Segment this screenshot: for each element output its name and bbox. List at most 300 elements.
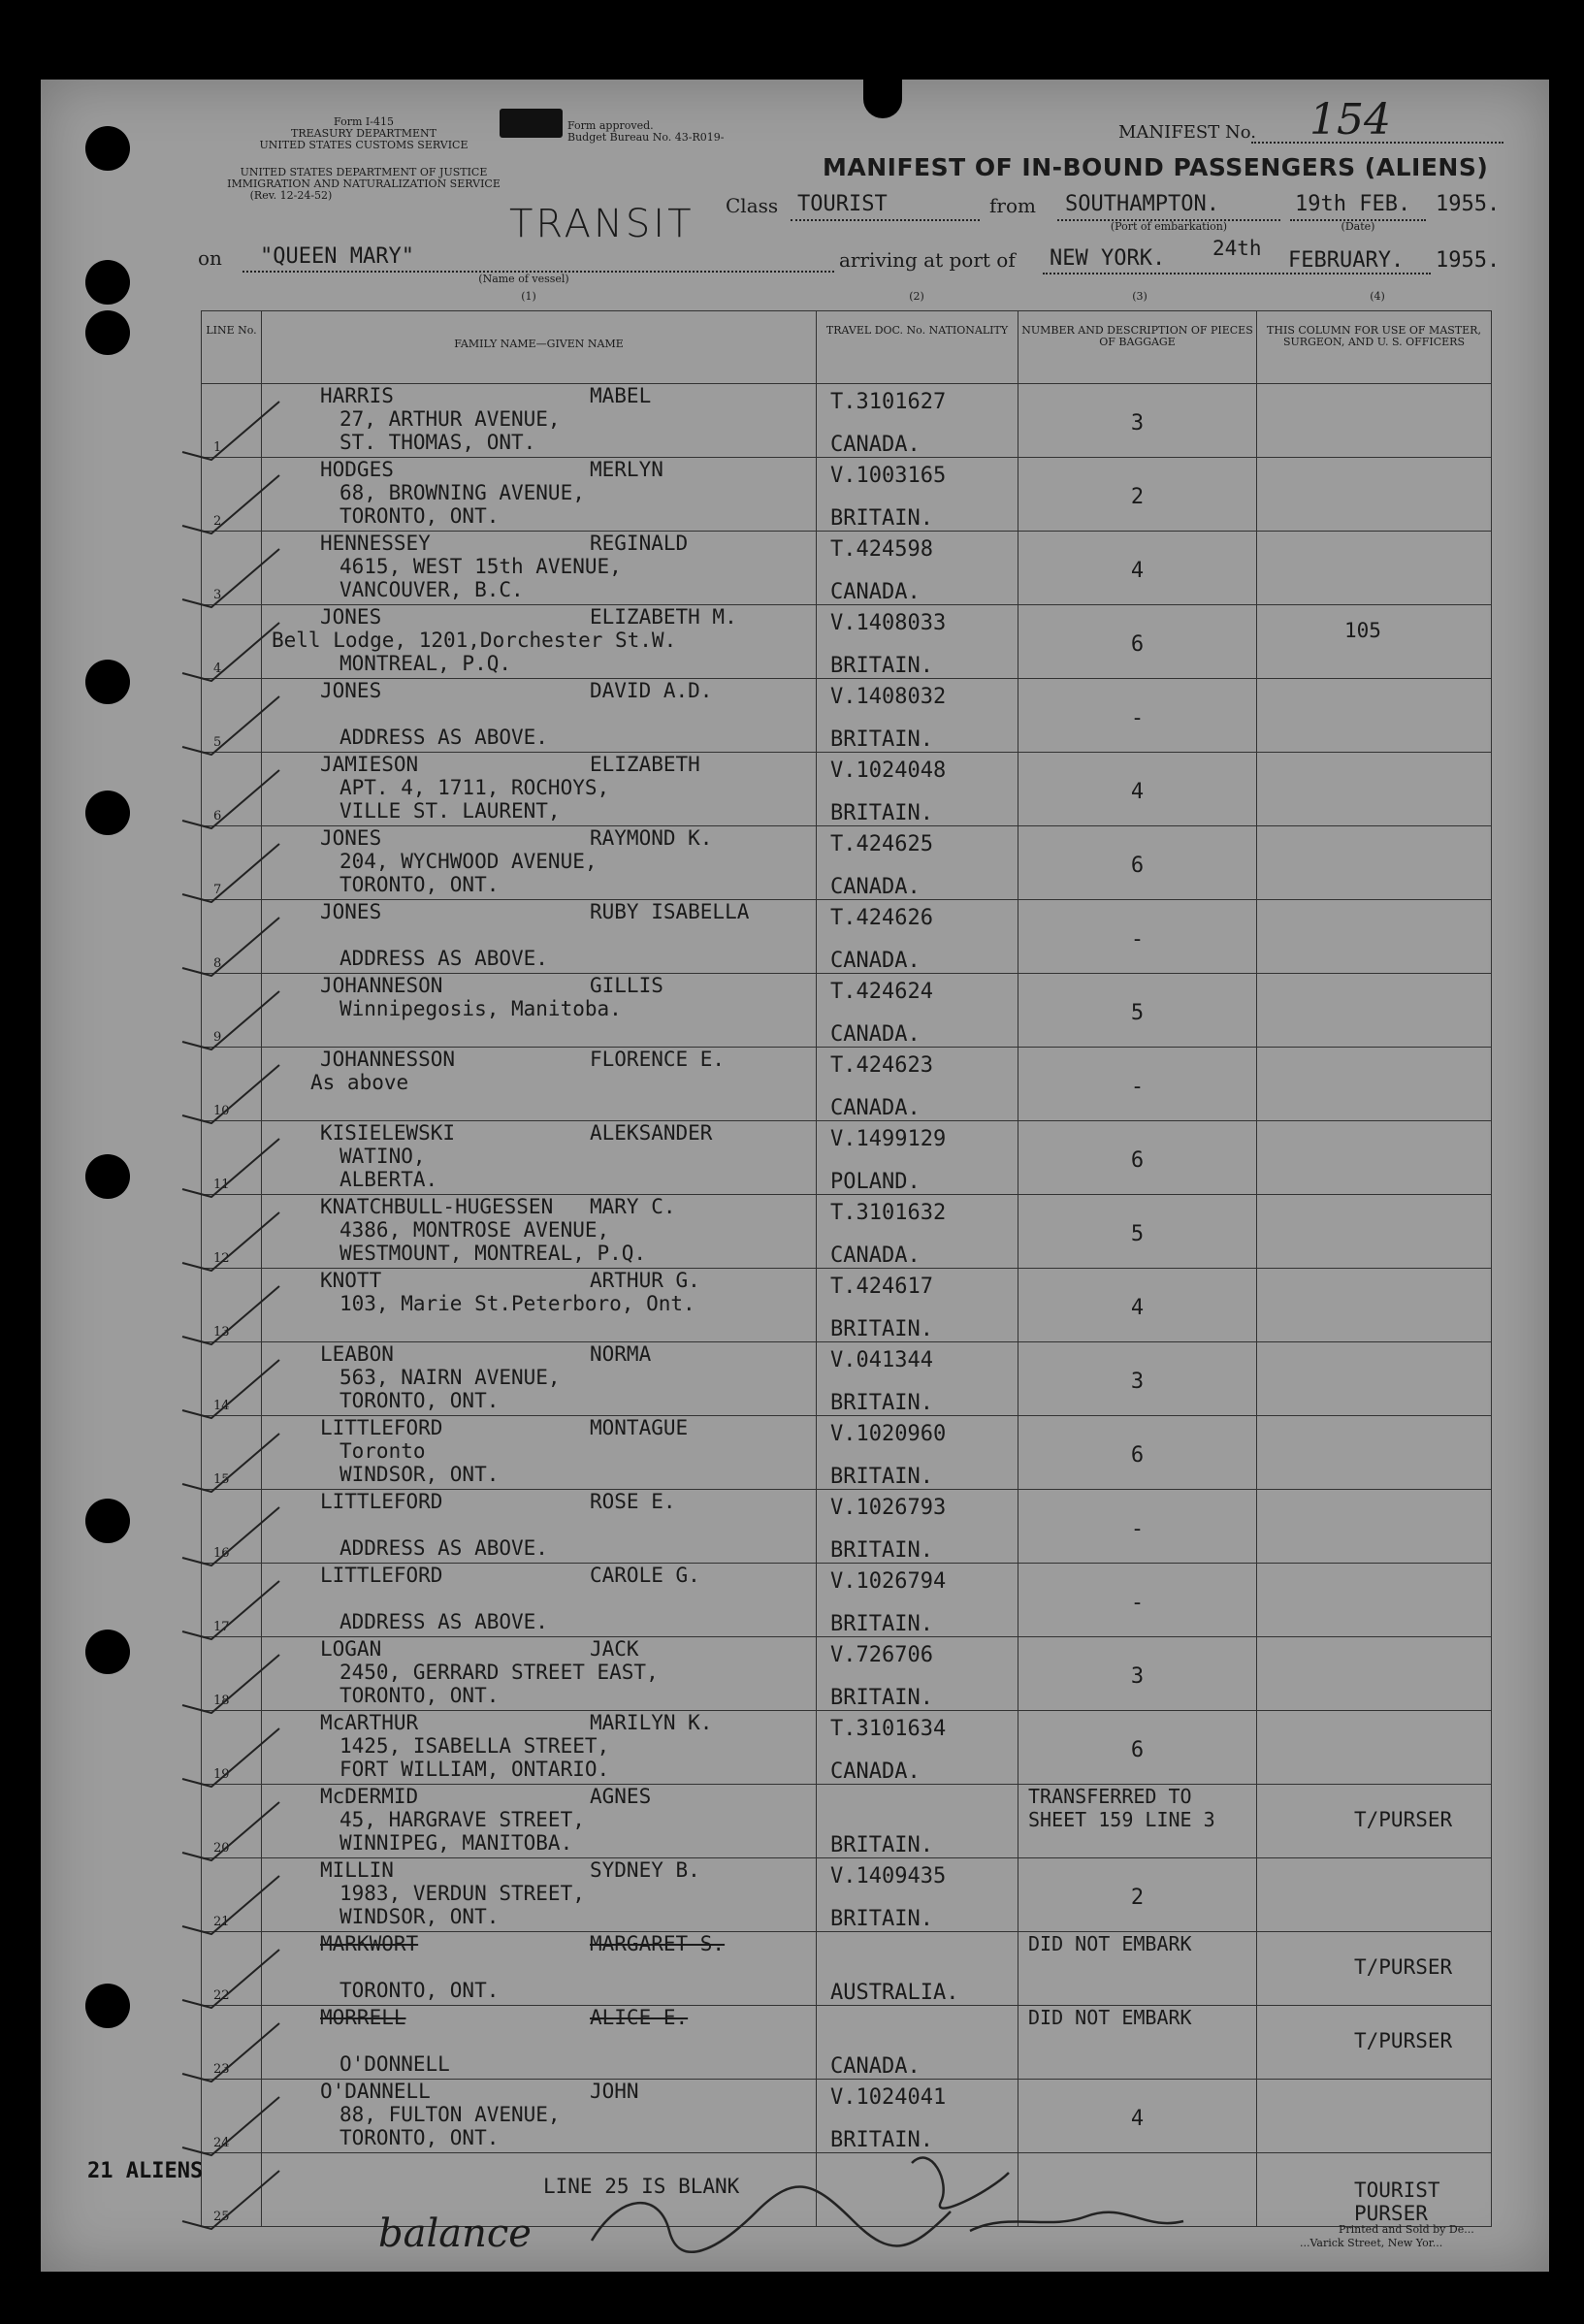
- vessel-name: "QUEEN MARY": [260, 244, 414, 269]
- given-name: CAROLE G.: [590, 1564, 700, 1587]
- officers-cell: [1257, 1195, 1492, 1269]
- travel-doc-number: V.726706: [830, 1643, 933, 1667]
- name-cell: [262, 753, 817, 826]
- table-row: [202, 679, 1492, 753]
- address-line-1: 4386, MONTROSE AVENUE,: [339, 1218, 610, 1242]
- header-line-no: LINE No.: [202, 311, 262, 384]
- date-caption: (Date): [1341, 220, 1375, 233]
- nationality: BRITAIN.: [830, 727, 933, 752]
- nationality: BRITAIN.: [830, 1686, 933, 1710]
- nationality: BRITAIN.: [830, 654, 933, 678]
- binder-hole: [85, 1154, 130, 1199]
- binder-hole: [85, 1630, 130, 1674]
- doc-cell: [817, 1048, 1018, 1121]
- nationality: CANADA.: [830, 2054, 921, 2079]
- address-line-2: ST. THOMAS, ONT.: [339, 431, 536, 454]
- given-name: AGNES: [590, 1785, 652, 1808]
- redaction-mark: [500, 109, 563, 138]
- officer-note: T/PURSER: [1354, 2029, 1453, 2052]
- nationality: BRITAIN.: [830, 801, 933, 825]
- address-line-1: Winnipegosis, Manitoba.: [339, 997, 622, 1020]
- name-cell: [262, 605, 817, 679]
- given-name: ROSE E.: [590, 1490, 676, 1513]
- table-row: [202, 1269, 1492, 1342]
- line-no-cell: [202, 1858, 262, 1932]
- line-no-cell: [202, 1711, 262, 1785]
- address-line-2: VANCOUVER, B.C.: [339, 578, 524, 601]
- manifest-title: MANIFEST OF IN-BOUND PASSENGERS (ALIENS): [823, 153, 1489, 181]
- baggage-cell: [1018, 1342, 1257, 1416]
- arrival-month: FEBRUARY.: [1288, 248, 1405, 273]
- arrival-day: 24th: [1212, 237, 1262, 260]
- binder-hole: [85, 126, 130, 171]
- name-cell: [262, 1711, 817, 1785]
- doc-cell: [817, 1416, 1018, 1490]
- col-num-3: (3): [1132, 290, 1148, 303]
- doc-cell: [817, 532, 1018, 605]
- address-line-1: 27, ARTHUR AVENUE,: [339, 407, 561, 431]
- nationality: CANADA.: [830, 433, 921, 457]
- table-row: [202, 1785, 1492, 1858]
- line-no-cell: [202, 1564, 262, 1637]
- baggage-cell: [1018, 1269, 1257, 1342]
- given-name: MONTAGUE: [590, 1416, 689, 1439]
- binder-hole: [85, 791, 130, 835]
- header-doc: TRAVEL DOC. No. NATIONALITY: [817, 311, 1018, 384]
- table-row: [202, 1711, 1492, 1785]
- address-line-2: WESTMOUNT, MONTREAL, P.Q.: [339, 1242, 647, 1265]
- travel-doc-number: V.1024041: [830, 2085, 947, 2110]
- baggage-count: 6: [1130, 632, 1145, 657]
- given-name: MARGARET S.: [590, 1932, 726, 1955]
- line-number: 7: [213, 883, 222, 897]
- name-cell: [262, 826, 817, 900]
- printer-credit-2: ...Varick Street, New Yor...: [1300, 2237, 1443, 2249]
- given-name: ARTHUR G.: [590, 1269, 700, 1292]
- torn-edge: [863, 80, 902, 118]
- officers-cell: [1257, 1932, 1492, 2006]
- baggage-cell: [1018, 900, 1257, 974]
- baggage-cell: [1018, 1858, 1257, 1932]
- vessel-caption: (Name of vessel): [478, 273, 569, 285]
- dept-line-1: TREASURY DEPARTMENT: [291, 127, 436, 140]
- line-no-cell: [202, 1342, 262, 1416]
- travel-doc-number: V.1024048: [830, 759, 947, 783]
- class-label: Class: [726, 194, 779, 217]
- name-cell: [262, 974, 817, 1048]
- baggage-cell: [1018, 974, 1257, 1048]
- baggage-cell: [1018, 458, 1257, 532]
- baggage-cell: [1018, 1637, 1257, 1711]
- line-number: 21: [213, 1915, 230, 1929]
- nationality: CANADA.: [830, 1022, 921, 1047]
- family-name: LEABON: [320, 1342, 394, 1366]
- address-line-2: ADDRESS AS ABOVE.: [339, 726, 548, 749]
- given-name: REGINALD: [590, 532, 689, 555]
- officers-cell: [1257, 679, 1492, 753]
- address-line-1: 45, HARGRAVE STREET,: [339, 1808, 585, 1831]
- doc-cell: [817, 1932, 1018, 2006]
- table-row: [202, 384, 1492, 458]
- baggage-count: 6: [1130, 1148, 1145, 1173]
- table-row: [202, 458, 1492, 532]
- from-label: from: [989, 194, 1036, 217]
- line-no-cell: [202, 2080, 262, 2153]
- line-number: 14: [213, 1399, 230, 1413]
- balance-handwritten: balance: [378, 2211, 532, 2256]
- approval-line-1: Form approved.: [567, 119, 654, 132]
- doc-cell: [817, 1564, 1018, 1637]
- family-name: JONES: [320, 605, 382, 629]
- given-name: MARY C.: [590, 1195, 676, 1218]
- family-name: JONES: [320, 826, 382, 850]
- line-no-cell: [202, 679, 262, 753]
- address-line-1: 1425, ISABELLA STREET,: [339, 1734, 610, 1758]
- passenger-table: [201, 310, 1492, 2227]
- line-number: 15: [213, 1472, 230, 1487]
- travel-doc-number: V.1499129: [830, 1127, 947, 1151]
- table-row: [202, 1416, 1492, 1490]
- address-line-2: TORONTO, ONT.: [339, 1684, 500, 1707]
- line-number: 24: [213, 2136, 230, 2150]
- address-line-2: TORONTO, ONT.: [339, 1389, 500, 1412]
- travel-doc-number: T.424624: [830, 980, 933, 1004]
- baggage-cell: [1018, 532, 1257, 605]
- nationality: BRITAIN.: [830, 1465, 933, 1489]
- doc-cell: [817, 1195, 1018, 1269]
- line-no-cell: [202, 532, 262, 605]
- address-line-1: APT. 4, 1711, ROCHOYS,: [339, 776, 610, 799]
- binder-hole: [85, 660, 130, 704]
- address-line-1: 1983, VERDUN STREET,: [339, 1882, 585, 1905]
- line-no-cell: [202, 1195, 262, 1269]
- nationality: CANADA.: [830, 949, 921, 973]
- line-no-cell: [202, 458, 262, 532]
- line-number: 18: [213, 1694, 230, 1708]
- name-cell: [262, 1342, 817, 1416]
- binder-hole: [85, 260, 130, 305]
- baggage-note: TRANSFERRED TO SHEET 159 LINE 3: [1028, 1785, 1215, 1831]
- travel-doc-number: T.424626: [830, 906, 933, 930]
- dept-line-2: UNITED STATES CUSTOMS SERVICE: [259, 139, 469, 151]
- header-officers: THIS COLUMN FOR USE OF MASTER, SURGEON, AND U. S. OFFICERS: [1257, 311, 1492, 384]
- given-name: ALEKSANDER: [590, 1121, 713, 1145]
- address-line-1: 563, NAIRN AVENUE,: [339, 1366, 561, 1389]
- family-name: LITTLEFORD: [320, 1564, 443, 1587]
- baggage-count: -: [1130, 706, 1145, 730]
- baggage-count: -: [1130, 1075, 1145, 1099]
- baggage-count: 3: [1130, 1664, 1145, 1689]
- line-number: 9: [213, 1030, 222, 1045]
- baggage-count: 6: [1130, 854, 1145, 878]
- nationality: CANADA.: [830, 1759, 921, 1784]
- travel-doc-number: T.3101627: [830, 390, 947, 414]
- line-no-cell: [202, 753, 262, 826]
- officers-cell: [1257, 753, 1492, 826]
- given-name: RUBY ISABELLA: [590, 900, 750, 923]
- address-line-2: ADDRESS AS ABOVE.: [339, 1610, 548, 1633]
- officers-cell: [1257, 900, 1492, 974]
- baggage-cell: [1018, 826, 1257, 900]
- address-line-1: 4615, WEST 15th AVENUE,: [339, 555, 622, 578]
- doc-cell: [817, 753, 1018, 826]
- baggage-count: -: [1130, 1591, 1145, 1615]
- aliens-count: 21 ALIENS: [87, 2159, 204, 2183]
- line-number: 20: [213, 1841, 230, 1856]
- line-no-cell: [202, 1121, 262, 1195]
- travel-doc-number: V.1020960: [830, 1422, 947, 1446]
- address-line-2: TORONTO, ONT.: [339, 873, 500, 896]
- baggage-count: -: [1130, 927, 1145, 952]
- officers-cell: [1257, 1637, 1492, 1711]
- line-number: 11: [213, 1178, 230, 1192]
- line-number: 5: [213, 735, 222, 750]
- col-num-4: (4): [1370, 290, 1385, 303]
- family-name: JOHANNESON: [320, 974, 443, 997]
- class-line: [791, 219, 980, 221]
- doc-cell: [817, 900, 1018, 974]
- baggage-note: DID NOT EMBARK: [1028, 1932, 1192, 1955]
- officer-note: 105: [1344, 619, 1381, 642]
- baggage-count: 3: [1130, 411, 1145, 436]
- address-line-2: FORT WILLIAM, ONTARIO.: [339, 1758, 610, 1781]
- line-no-cell: [202, 900, 262, 974]
- travel-doc-number: V.041344: [830, 1348, 933, 1372]
- family-name: HODGES: [320, 458, 394, 481]
- officers-cell: [1257, 1048, 1492, 1121]
- line-no-cell: [202, 384, 262, 458]
- nationality: BRITAIN.: [830, 1907, 933, 1931]
- family-name: JONES: [320, 900, 382, 923]
- given-name: FLORENCE E.: [590, 1048, 726, 1071]
- line-no-cell: [202, 1269, 262, 1342]
- officers-cell: [1257, 1490, 1492, 1564]
- officers-cell: [1257, 605, 1492, 679]
- col-num-1: (1): [521, 290, 536, 303]
- family-name: McARTHUR: [320, 1711, 419, 1734]
- baggage-cell: [1018, 2006, 1257, 2080]
- doc-cell: [817, 1858, 1018, 1932]
- baggage-count: 4: [1130, 559, 1145, 583]
- embark-date: 19th FEB.: [1295, 192, 1411, 216]
- address-line-2: MONTREAL, P.Q.: [339, 652, 512, 675]
- name-cell: [262, 1785, 817, 1858]
- doc-cell: [817, 605, 1018, 679]
- col-num-2: (2): [909, 290, 924, 303]
- given-name: MABEL: [590, 384, 652, 407]
- line-no-cell: [202, 1785, 262, 1858]
- name-cell: [262, 2006, 817, 2080]
- nationality: CANADA.: [830, 1243, 921, 1268]
- travel-doc-number: V.1408032: [830, 685, 947, 709]
- line-number: 3: [213, 588, 222, 602]
- line-no-cell: [202, 2153, 262, 2227]
- doc-cell: [817, 974, 1018, 1048]
- nationality: BRITAIN.: [830, 506, 933, 531]
- doc-cell: [817, 1121, 1018, 1195]
- baggage-count: 4: [1130, 1296, 1145, 1320]
- officer-note: TOURIST PURSER: [1354, 2179, 1440, 2225]
- baggage-count: -: [1130, 1517, 1145, 1541]
- baggage-count: 6: [1130, 1443, 1145, 1468]
- nationality: CANADA.: [830, 1096, 921, 1120]
- address-line-1: As above: [310, 1071, 409, 1094]
- given-name: MARILYN K.: [590, 1711, 713, 1734]
- nationality: BRITAIN.: [830, 1317, 933, 1341]
- address-line-1: 88, FULTON AVENUE,: [339, 2103, 561, 2126]
- nationality: CANADA.: [830, 875, 921, 899]
- name-cell: [262, 384, 817, 458]
- name-cell: [262, 1858, 817, 1932]
- address-line-1: Toronto: [339, 1439, 426, 1463]
- family-name: O'DANNELL: [320, 2080, 431, 2103]
- table-row: [202, 1195, 1492, 1269]
- travel-doc-number: V.1026794: [830, 1569, 947, 1594]
- nationality: BRITAIN.: [830, 1391, 933, 1415]
- baggage-cell: [1018, 1121, 1257, 1195]
- baggage-count: 4: [1130, 780, 1145, 804]
- given-name: RAYMOND K.: [590, 826, 713, 850]
- line-number: 16: [213, 1546, 230, 1561]
- officers-cell: [1257, 826, 1492, 900]
- table-row: [202, 1932, 1492, 2006]
- on-label: on: [198, 246, 222, 270]
- family-name: HENNESSEY: [320, 532, 431, 555]
- table-row: [202, 532, 1492, 605]
- address-line-2: TORONTO, ONT.: [339, 1979, 500, 2002]
- address-line-1: 103, Marie St.Peterboro, Ont.: [339, 1292, 695, 1315]
- line-no-cell: [202, 1637, 262, 1711]
- name-cell: [262, 1121, 817, 1195]
- address-line-2: VILLE ST. LAURENT,: [339, 799, 561, 823]
- line-no-cell: [202, 1490, 262, 1564]
- line-no-cell: [202, 1416, 262, 1490]
- baggage-cell: [1018, 605, 1257, 679]
- baggage-cell: [1018, 679, 1257, 753]
- address-line-1: 2450, GERRARD STREET EAST,: [339, 1661, 659, 1684]
- travel-doc-number: V.1026793: [830, 1496, 947, 1520]
- officers-cell: [1257, 1121, 1492, 1195]
- line-number: 10: [213, 1104, 230, 1118]
- name-cell: [262, 679, 817, 753]
- table-row: [202, 1858, 1492, 1932]
- transit-handwritten: TRANSIT: [509, 202, 695, 246]
- officers-cell: [1257, 1564, 1492, 1637]
- baggage-cell: [1018, 1048, 1257, 1121]
- line-no-cell: [202, 605, 262, 679]
- doc-cell: [817, 458, 1018, 532]
- family-name: LITTLEFORD: [320, 1416, 443, 1439]
- table-row: [202, 826, 1492, 900]
- family-name: KNATCHBULL-HUGESSEN: [320, 1195, 554, 1218]
- given-name: GILLIS: [590, 974, 663, 997]
- name-cell: [262, 1564, 817, 1637]
- line-no-cell: [202, 1932, 262, 2006]
- doc-cell: [817, 1637, 1018, 1711]
- baggage-count: 2: [1130, 485, 1145, 509]
- line-no-cell: [202, 826, 262, 900]
- officers-cell: [1257, 458, 1492, 532]
- table-row: [202, 2006, 1492, 2080]
- given-name: ELIZABETH M.: [590, 605, 737, 629]
- justice-line-3: (Rev. 12-24-52): [249, 189, 333, 202]
- travel-doc-number: T.424625: [830, 832, 933, 856]
- baggage-count: 5: [1130, 1001, 1145, 1025]
- family-name: LITTLEFORD: [320, 1490, 443, 1513]
- family-name: JOHANNESSON: [320, 1048, 456, 1071]
- officers-cell: [1257, 532, 1492, 605]
- header-name: FAMILY NAME—GIVEN NAME: [262, 311, 817, 384]
- table-row: [202, 1490, 1492, 1564]
- doc-cell: [817, 1785, 1018, 1858]
- table-row: [202, 753, 1492, 826]
- baggage-count: 6: [1130, 1738, 1145, 1762]
- handwritten-signatures: [369, 2124, 1339, 2270]
- given-name: ALICE E.: [590, 2006, 689, 2029]
- table-row: [202, 1121, 1492, 1195]
- given-name: ELIZABETH: [590, 753, 700, 776]
- doc-cell: [817, 1269, 1018, 1342]
- table-row: [202, 605, 1492, 679]
- doc-cell: [817, 2006, 1018, 2080]
- line-no-cell: [202, 2006, 262, 2080]
- blank-line-note: LINE 25 IS BLANK: [543, 2175, 740, 2198]
- name-cell: [262, 1416, 817, 1490]
- baggage-count: 5: [1130, 1222, 1145, 1246]
- name-cell: [262, 1637, 817, 1711]
- travel-doc-number: V.1409435: [830, 1864, 947, 1888]
- given-name: JOHN: [590, 2080, 639, 2103]
- officers-cell: [1257, 974, 1492, 1048]
- doc-cell: [817, 1490, 1018, 1564]
- line-number: 4: [213, 662, 222, 676]
- line-number: 6: [213, 809, 222, 823]
- baggage-cell: [1018, 384, 1257, 458]
- name-cell: [262, 532, 817, 605]
- nationality: AUSTRALIA.: [830, 1981, 959, 2005]
- table-header-row: [202, 311, 1492, 384]
- baggage-cell: [1018, 1490, 1257, 1564]
- address-line-1: 204, WYCHWOOD AVENUE,: [339, 850, 598, 873]
- arrival-port: NEW YORK.: [1050, 246, 1166, 271]
- address-line-2: ADDRESS AS ABOVE.: [339, 947, 548, 970]
- travel-doc-number: T.3101632: [830, 1201, 947, 1225]
- nationality: BRITAIN.: [830, 2128, 933, 2152]
- justice-line-2: IMMIGRATION AND NATURALIZATION SERVICE: [227, 178, 501, 190]
- address-line-2: TORONTO, ONT.: [339, 2126, 500, 2149]
- table-row: [202, 1564, 1492, 1637]
- doc-cell: [817, 1342, 1018, 1416]
- baggage-note: DID NOT EMBARK: [1028, 2006, 1192, 2029]
- baggage-count: 4: [1130, 2107, 1145, 2131]
- header-baggage: NUMBER AND DESCRIPTION OF PIECES OF BAGGAGE: [1018, 311, 1257, 384]
- name-cell: [262, 1490, 817, 1564]
- family-name: KNOTT: [320, 1269, 382, 1292]
- table-row: [202, 900, 1492, 974]
- doc-cell: [817, 826, 1018, 900]
- family-name: MORRELL: [320, 2006, 406, 2029]
- baggage-cell: [1018, 1785, 1257, 1858]
- officers-cell: [1257, 1269, 1492, 1342]
- approval-line-2: Budget Bureau No. 43-R019-: [567, 131, 725, 144]
- baggage-cell: [1018, 1416, 1257, 1490]
- travel-doc-number: V.1408033: [830, 611, 947, 635]
- given-name: DAVID A.D.: [590, 679, 713, 702]
- family-name: HARRIS: [320, 384, 394, 407]
- given-name: NORMA: [590, 1342, 652, 1366]
- name-cell: [262, 1269, 817, 1342]
- nationality: POLAND.: [830, 1170, 921, 1194]
